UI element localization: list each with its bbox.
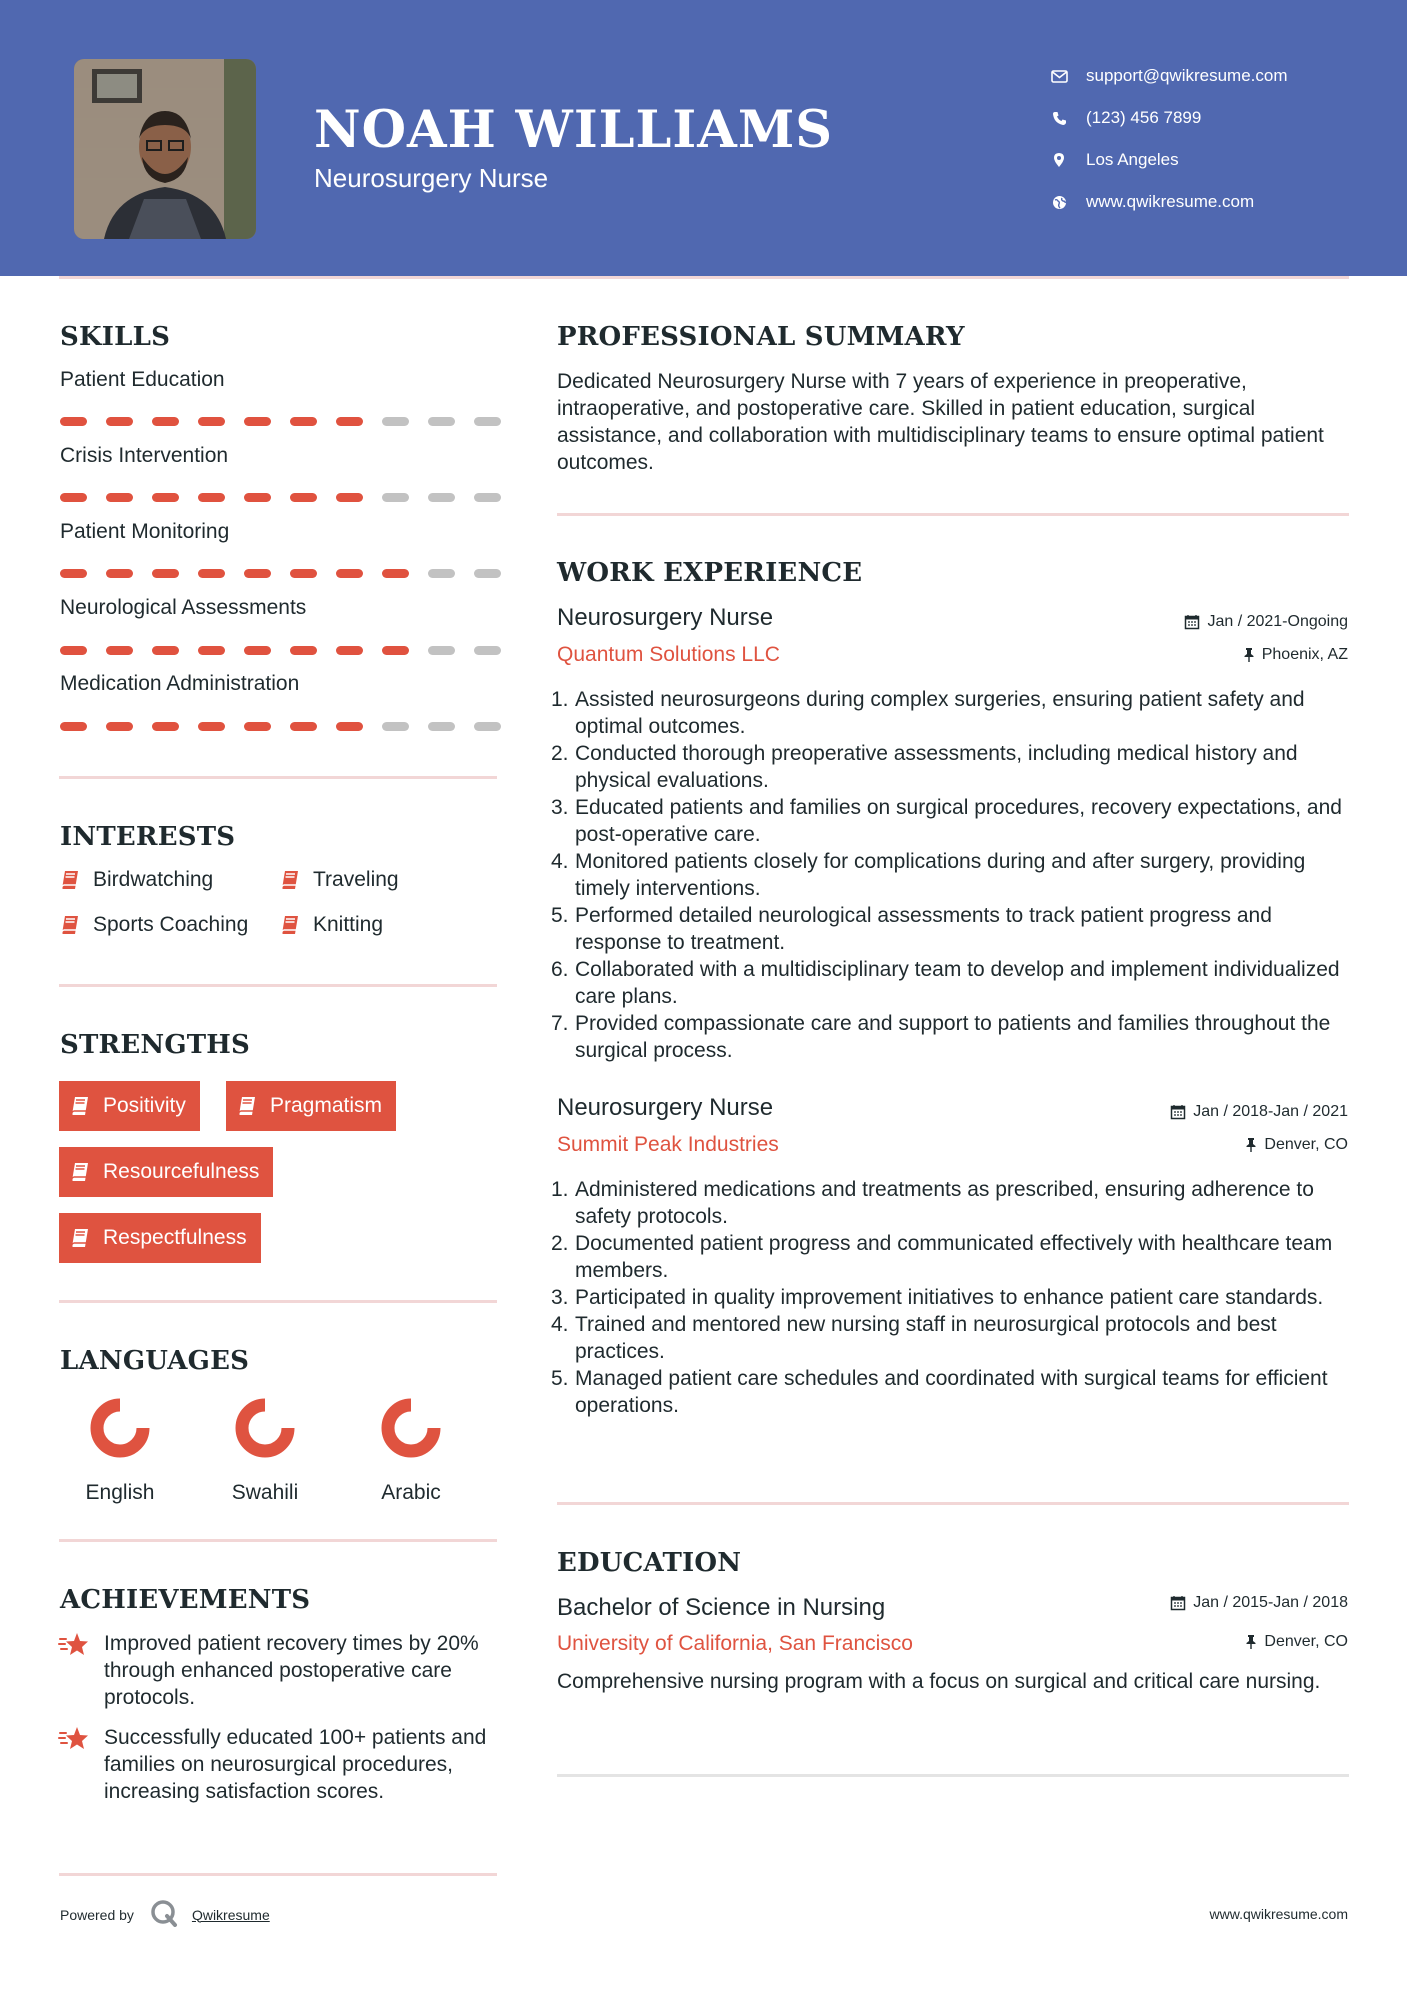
job-bullet [551,1365,1350,1419]
strength-label: Positivity [103,1094,186,1117]
skill-dot-filled [106,646,133,655]
strength-chip [59,1147,273,1197]
candidate-role: Neurosurgery Nurse [314,163,549,193]
school-name: University of California, San Francisco [557,1632,913,1655]
skill-dot-filled [290,493,317,502]
skill-level-bar [60,646,501,655]
phone-icon [1049,109,1069,127]
skill-dot-empty [428,417,455,426]
bullet-number: 4. [551,850,569,873]
language-level-arc [97,1405,143,1451]
job-bullets [551,686,1350,1064]
job-bullet [551,686,1350,740]
job-title: Neurosurgery Nurse [557,1094,774,1121]
skill-dot-filled [152,493,179,502]
globe-icon [1049,193,1069,211]
job-bullet [551,956,1350,1010]
contact-location [1049,139,1288,181]
interest-label: Knitting [313,913,384,936]
interest-item [59,868,213,892]
education-location-text: Denver, CO [1264,1633,1348,1650]
contact-phone-text: (123) 456 7899 [1086,108,1202,127]
job-bullet [551,794,1350,848]
bullet-number: 6. [551,958,569,981]
education-dates [1170,1594,1348,1612]
skill-dot-filled [60,722,87,731]
book-icon [279,914,301,936]
skill-dot-filled [60,646,87,655]
skill-dot-filled [152,569,179,578]
skill-level-bar [60,493,501,502]
bullet-text: Trained and mentored new nursing staff in neurosurgical protocols and best practices. [575,1313,1277,1363]
company-name: Summit Peak Industries [557,1133,779,1156]
strength-chip [59,1081,200,1131]
strength-label: Resourcefulness [103,1160,260,1183]
interest-label: Sports Coaching [93,913,249,936]
envelope-icon [1049,67,1069,85]
job-bullet [551,1311,1350,1365]
bullet-number: 1. [551,1178,569,1201]
achievement-item [58,1724,498,1805]
skill-dot-filled [106,493,133,502]
book-icon [69,1227,91,1249]
skill-dot-filled [106,569,133,578]
skill-dot-empty [382,722,409,731]
degree-title: Bachelor of Science in Nursing [557,1594,886,1621]
star-badge-icon [58,1630,90,1660]
skill-dot-filled [198,722,225,731]
language-item [353,1396,469,1505]
interest-label: Birdwatching [93,868,214,891]
skill-name: Patient Education [60,368,225,391]
section-divider [557,1502,1349,1505]
language-level-ring [233,1396,297,1460]
bullet-text: Documented patient progress and communicated effectively with healthcare team members. [575,1232,1333,1282]
calendar-icon [1170,1104,1186,1120]
skills-title: SKILLS [60,322,171,352]
job-bullet [551,848,1350,902]
section-divider [557,1774,1349,1777]
language-item [207,1396,323,1505]
qwikresume-link[interactable]: Qwikresume [191,1906,270,1923]
job-dates-text: Jan / 2021-Ongoing [1207,613,1348,630]
language-level-arc [242,1405,288,1451]
skill-dot-empty [382,417,409,426]
star-badge-icon [58,1724,90,1754]
skill-dot-filled [336,417,363,426]
achievement-text: Successfully educated 100+ patients and families on neurosurgical procedures, increasing satisfaction scores. [104,1726,487,1803]
skill-dot-filled [382,646,409,655]
job-location-text: Phoenix, AZ [1261,646,1348,663]
bullet-text: Managed patient care schedules and coordinated with surgical teams for efficient operations. [575,1367,1328,1417]
skill-dot-filled [336,493,363,502]
bullet-number: 1. [551,688,569,711]
job-bullet [551,1230,1350,1284]
contact-phone[interactable] [1049,97,1288,139]
profile-photo [74,59,256,239]
skill-dot-filled [244,722,271,731]
pushpin-icon [1243,647,1255,663]
skill-dot-filled [244,569,271,578]
bullet-number: 5. [551,904,569,927]
job-dates-text: Jan / 2018-Jan / 2021 [1193,1103,1348,1120]
education-location [1245,1633,1348,1651]
bullet-text: Provided compassionate care and support to patients and families throughout the surgical process. [575,1012,1331,1062]
skill-dot-filled [244,493,271,502]
section-divider [557,513,1349,516]
skill-dot-empty [428,493,455,502]
language-name: Swahili [231,1481,299,1504]
skill-dot-empty [428,646,455,655]
skill-dot-filled [152,722,179,731]
bullet-number: 3. [551,1286,569,1309]
section-divider [59,1873,497,1876]
skill-dot-empty [428,722,455,731]
job-bullet [551,1176,1350,1230]
skill-dot-empty [428,569,455,578]
language-level-ring [88,1396,152,1460]
book-icon [279,869,301,891]
strength-label: Respectfulness [103,1226,247,1249]
skill-level-bar [60,569,501,578]
skill-dot-filled [198,646,225,655]
header-divider [59,276,1349,279]
section-divider [59,1300,497,1303]
interest-item [59,913,248,937]
skill-dot-filled [60,569,87,578]
section-divider [59,776,497,779]
section-divider [59,984,497,987]
language-level-arc [388,1405,434,1451]
contact-website-text: www.qwikresume.com [1086,192,1255,211]
skill-dot-filled [198,569,225,578]
skill-dot-filled [336,646,363,655]
bullet-number: 2. [551,742,569,765]
skill-dot-filled [336,722,363,731]
job-location [1243,646,1348,664]
education-title: EDUCATION [557,1548,742,1578]
job-bullets [551,1176,1350,1419]
bullet-text: Performed detailed neurological assessments to track patient progress and response to treatment. [575,904,1272,954]
achievements-title: ACHIEVEMENTS [60,1585,311,1615]
skill-dot-filled [244,646,271,655]
job-title: Neurosurgery Nurse [557,604,774,631]
section-divider [59,1539,497,1542]
contact-email-text: support@qwikresume.com [1086,66,1288,85]
skill-dot-filled [106,722,133,731]
bullet-text: Collaborated with a multidisciplinary team to develop and implement individualized care plans. [575,958,1340,1008]
skill-dot-empty [474,646,501,655]
skill-dot-filled [290,722,317,731]
bullet-text: Conducted thorough preoperative assessments, including medical history and physical evaluations. [575,742,1298,792]
education-dates-text: Jan / 2015-Jan / 2018 [1193,1594,1348,1611]
candidate-name: NOAH WILLIAMS [314,100,834,160]
bullet-text: Administered medications and treatments as prescribed, ensuring adherence to safety protocols. [575,1178,1314,1228]
interests-title: INTERESTS [60,822,236,852]
skill-dot-filled [198,493,225,502]
footer-website[interactable]: www.qwikresume.com [1209,1906,1348,1922]
education-description: Comprehensive nursing program with a focus on surgical and critical care nursing. [557,1670,1321,1693]
qwikresume-logo-icon [150,1899,178,1930]
job-dates [1184,613,1348,631]
skill-dot-filled [60,493,87,502]
bullet-text: Assisted neurosurgeons during complex surgeries, ensuring patient safety and optimal outcomes. [575,688,1305,738]
languages-title: LANGUAGES [60,1346,250,1376]
bullet-number: 4. [551,1313,569,1336]
skill-level-bar [60,722,501,731]
footer-powered-by [60,1899,270,1930]
book-icon [59,914,81,936]
interest-label: Traveling [313,868,399,891]
contact-list [1049,55,1288,223]
company-name: Quantum Solutions LLC [557,643,780,666]
skill-dot-filled [152,646,179,655]
bullet-number: 2. [551,1232,569,1255]
interest-item [279,868,399,892]
book-icon [236,1095,258,1117]
resume-header [0,0,1407,276]
job-location-text: Denver, CO [1264,1136,1348,1153]
pushpin-icon [1245,1137,1257,1153]
strength-chip [59,1213,261,1263]
pushpin-icon [1245,1634,1257,1650]
calendar-icon [1170,1595,1186,1611]
language-item [62,1396,178,1505]
powered-by-label: Powered by [60,1906,134,1923]
skill-dot-filled [152,417,179,426]
skill-dot-filled [244,417,271,426]
contact-location-text: Los Angeles [1086,150,1179,169]
strengths-title: STRENGTHS [60,1030,251,1060]
bullet-number: 5. [551,1367,569,1390]
job-bullet [551,740,1350,794]
map-pin-icon [1049,151,1069,169]
skill-dot-filled [382,569,409,578]
skill-dot-filled [198,417,225,426]
contact-email[interactable] [1049,55,1288,97]
interest-item [279,913,383,937]
skill-name: Patient Monitoring [60,520,230,543]
book-icon [69,1095,91,1117]
summary-text: Dedicated Neurosurgery Nurse with 7 years of experience in preoperative, intraoperative, and postoperative care. Skilled in patient education, surgical assistance, and collaboration with multidisciplinary teams to ensure optimal patient outcomes. [557,370,1324,474]
contact-website[interactable] [1049,181,1288,223]
job-bullet [551,1010,1350,1064]
job-bullet [551,902,1350,956]
bullet-text: Participated in quality improvement initiatives to enhance patient care standards. [575,1286,1324,1309]
bullet-number: 3. [551,796,569,819]
achievement-text: Improved patient recovery times by 20% through enhanced postoperative care protocols. [104,1632,479,1709]
skill-dot-filled [336,569,363,578]
skill-dot-filled [290,417,317,426]
skill-name: Medication Administration [60,672,300,695]
book-icon [59,869,81,891]
achievement-item [58,1630,498,1711]
strength-label: Pragmatism [270,1094,383,1117]
job-bullet [551,1284,1350,1311]
strength-chip [226,1081,396,1131]
skill-name: Crisis Intervention [60,444,229,467]
language-level-ring [379,1396,443,1460]
skill-dot-empty [474,417,501,426]
skill-dot-filled [106,417,133,426]
skill-level-bar [60,417,501,426]
bullet-text: Educated patients and families on surgical procedures, recovery expectations, and post-operative care. [575,796,1342,846]
skill-dot-filled [290,646,317,655]
language-name: Arabic [381,1481,441,1504]
skill-dot-empty [474,493,501,502]
skill-dot-empty [474,569,501,578]
bullet-number: 7. [551,1012,569,1035]
job-location [1245,1136,1348,1154]
experience-title: WORK EXPERIENCE [557,558,863,588]
summary-title: PROFESSIONAL SUMMARY [557,322,965,352]
skill-dot-filled [290,569,317,578]
calendar-icon [1184,614,1200,630]
skill-dot-empty [474,722,501,731]
book-icon [69,1161,91,1183]
skill-name: Neurological Assessments [60,596,307,619]
language-name: English [85,1481,155,1504]
bullet-text: Monitored patients closely for complications during and after surgery, providing timely interventions. [575,850,1306,900]
skill-dot-filled [60,417,87,426]
skill-dot-empty [382,493,409,502]
job-dates [1170,1103,1348,1121]
